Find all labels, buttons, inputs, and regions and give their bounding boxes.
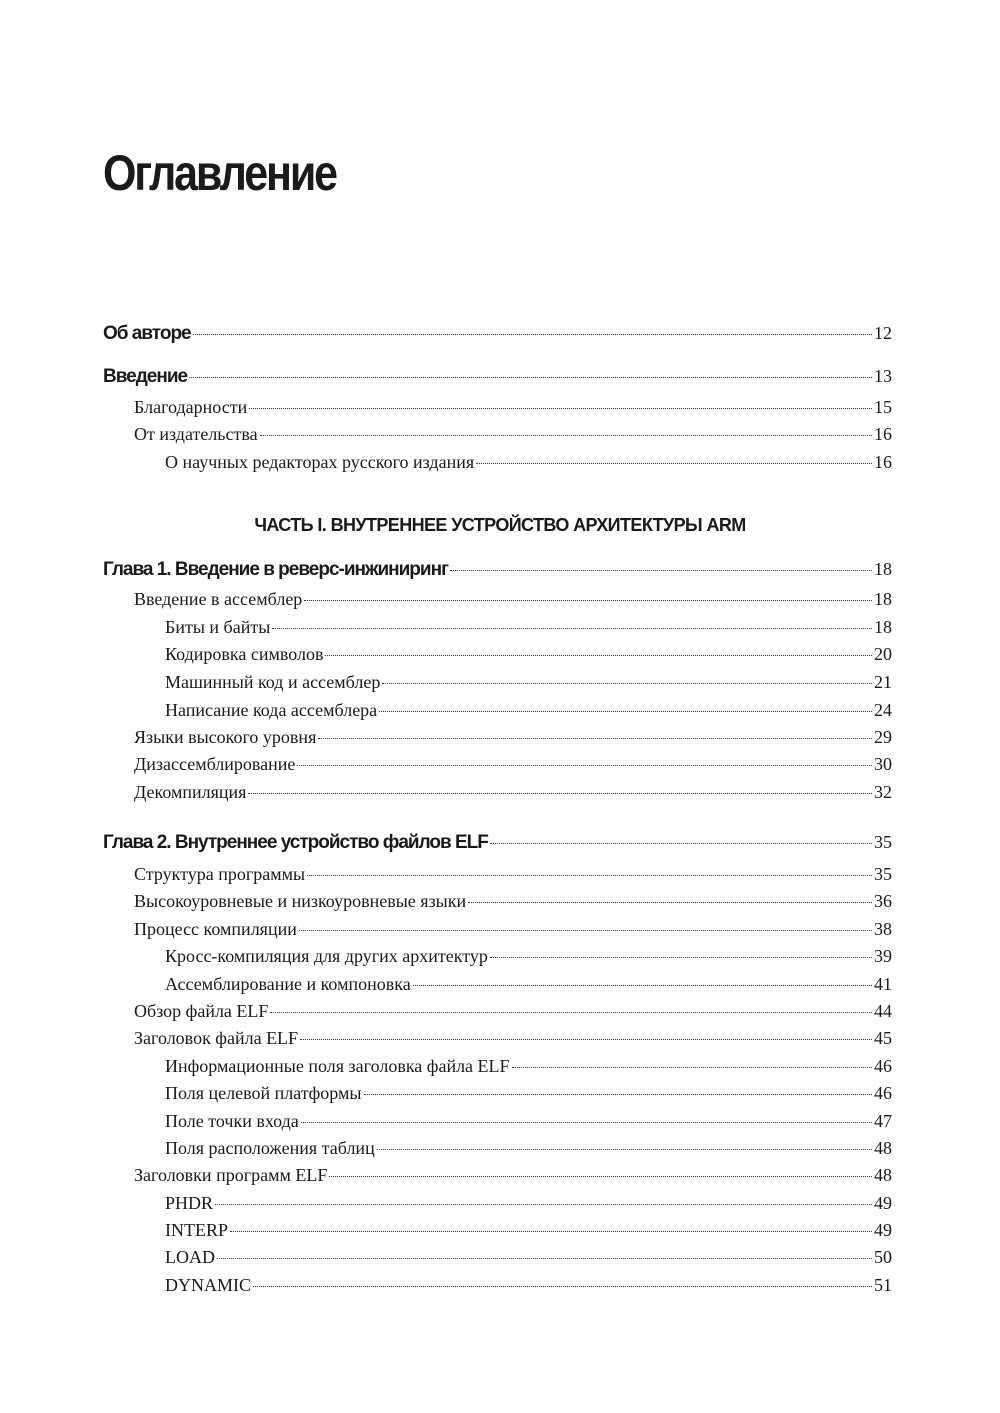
toc-entry-program-structure[interactable] — [134, 864, 892, 890]
toc-entry-page: 18 — [874, 589, 892, 609]
dot-leader — [260, 435, 872, 436]
toc-entry-label: Языки высокого уровня — [134, 727, 317, 747]
toc-entry-page: 15 — [874, 397, 892, 417]
toc-entry-label: Введение в ассемблер — [134, 589, 303, 609]
toc-entry-label: Декомпиляция — [134, 782, 247, 802]
toc-entry-page: 49 — [874, 1220, 892, 1240]
part-heading: ЧАСТЬ I. ВНУТРЕННЕЕ УСТРОЙСТВО АРХИТЕКТУРЫ ARM — [254, 515, 746, 535]
dot-leader — [318, 738, 872, 739]
toc-entry-label: О научных редакторах русского издания — [165, 452, 475, 472]
toc-entry-target-platform-fields[interactable] — [165, 1083, 892, 1109]
toc-entry-label: Высокоуровневые и низкоуровневые языки — [134, 891, 467, 911]
toc-entry-disassembly[interactable] — [134, 754, 892, 780]
toc-entry-label: Введение — [103, 366, 188, 387]
toc-entry-phdr[interactable] — [165, 1193, 892, 1219]
toc-entry-decompilation[interactable] — [134, 782, 892, 808]
dot-leader — [297, 765, 872, 766]
toc-entry-page: 18 — [874, 559, 892, 579]
toc-entry-table-location-fields[interactable] — [165, 1138, 892, 1164]
toc-entry-page: 47 — [874, 1111, 892, 1131]
toc-entry-page: 48 — [874, 1138, 892, 1158]
toc-entry-from-publisher[interactable] — [134, 424, 892, 450]
toc-entry-label: От издательства — [134, 424, 258, 444]
toc-entry-page: 46 — [874, 1056, 892, 1076]
dot-leader — [413, 985, 872, 986]
toc-entry-label: Биты и байты — [165, 617, 271, 637]
toc-entry-page: 32 — [874, 782, 892, 802]
toc-entry-page: 16 — [874, 452, 892, 472]
toc-entry-label: INTERP — [165, 1220, 228, 1240]
toc-entry-label: Глава 2. Внутреннее устройство файлов ELF — [103, 832, 488, 853]
toc-entry-page: 35 — [874, 832, 892, 852]
dot-leader — [300, 1039, 872, 1040]
toc-entry-page: 12 — [874, 323, 892, 343]
toc-entry-label: LOAD — [165, 1247, 215, 1267]
dot-leader — [304, 600, 872, 601]
toc-entry-chapter-2[interactable] — [103, 832, 892, 858]
toc-entry-page: 41 — [874, 974, 892, 994]
dot-leader — [299, 930, 872, 931]
dot-leader — [329, 1176, 872, 1177]
toc-entry-label: Кодировка символов — [165, 644, 324, 664]
toc-entry-page: 13 — [874, 366, 892, 386]
dot-leader — [450, 570, 872, 571]
toc-entry-assembler-intro[interactable] — [134, 589, 892, 615]
toc-entry-bits-bytes[interactable] — [165, 617, 892, 643]
dot-leader — [301, 1122, 872, 1123]
dot-leader — [377, 1149, 872, 1150]
toc-entry-introduction[interactable] — [103, 366, 892, 392]
dot-leader — [307, 875, 872, 876]
toc-entry-high-level-languages[interactable] — [134, 727, 892, 753]
toc-entry-cross-compilation[interactable] — [165, 946, 892, 972]
dot-leader — [189, 377, 872, 378]
toc-entry-machine-code[interactable] — [165, 672, 892, 698]
toc-entry-label: Поле точки входа — [165, 1111, 299, 1131]
toc-entry-char-encoding[interactable] — [165, 644, 892, 670]
toc-entry-label: Об авторе — [103, 323, 191, 344]
toc-entry-label: Глава 1. Введение в реверс-инжиниринг — [103, 559, 448, 580]
toc-entry-elf-program-headers[interactable] — [134, 1165, 892, 1191]
toc-entry-page: 38 — [874, 919, 892, 939]
toc-entry-page: 36 — [874, 891, 892, 911]
toc-entry-page: 16 — [874, 424, 892, 444]
dot-leader — [248, 793, 872, 794]
dot-leader — [249, 408, 872, 409]
dot-leader — [193, 334, 872, 335]
toc-entry-page: 45 — [874, 1028, 892, 1048]
dot-leader — [253, 1286, 872, 1287]
toc-entry-page: 30 — [874, 754, 892, 774]
toc-entry-label: Информационные поля заголовка файла ELF — [165, 1056, 510, 1076]
toc-entry-page: 46 — [874, 1083, 892, 1103]
dot-leader — [379, 711, 872, 712]
dot-leader — [382, 683, 872, 684]
toc-entry-load[interactable] — [165, 1247, 892, 1273]
toc-entry-high-low-level-languages[interactable] — [134, 891, 892, 917]
toc-entry-label: Структура программы — [134, 864, 306, 884]
toc-entry-assembling-linking[interactable] — [165, 974, 892, 1000]
toc-entry-page: 21 — [874, 672, 892, 692]
dot-leader — [230, 1231, 872, 1232]
page-title: Оглавление — [103, 145, 336, 201]
dot-leader — [217, 1258, 872, 1259]
toc-entry-label: Обзор файла ELF — [134, 1001, 269, 1021]
dot-leader — [476, 463, 872, 464]
toc-entry-label: DYNAMIC — [165, 1275, 252, 1295]
toc-entry-page: 39 — [874, 946, 892, 966]
dot-leader — [270, 1012, 872, 1013]
toc-entry-label: PHDR — [165, 1193, 214, 1213]
toc-entry-dynamic[interactable] — [165, 1275, 892, 1301]
toc-entry-elf-header-info-fields[interactable] — [165, 1056, 892, 1082]
toc-entry-entry-point-field[interactable] — [165, 1111, 892, 1137]
toc-entry-elf-header[interactable] — [134, 1028, 892, 1054]
dot-leader — [364, 1094, 872, 1095]
toc-entry-label: Ассемблирование и компоновка — [165, 974, 411, 994]
toc-entry-page: 48 — [874, 1165, 892, 1185]
dot-leader — [490, 843, 872, 844]
toc-entry-compilation-process[interactable] — [134, 919, 892, 945]
toc-entry-page: 50 — [874, 1247, 892, 1267]
toc-entry-writing-assembly[interactable] — [165, 700, 892, 726]
toc-entry-page: 49 — [874, 1193, 892, 1213]
toc-entry-chapter-1[interactable] — [103, 559, 892, 585]
toc-entry-label: Кросс-компиляция для других архитектур — [165, 946, 488, 966]
toc-entry-acknowledgements[interactable] — [134, 397, 892, 423]
toc-entry-page: 29 — [874, 727, 892, 747]
dot-leader — [490, 957, 872, 958]
toc-entry-label: Поля целевой платформы — [165, 1083, 362, 1103]
toc-entry-label: Заголовки программ ELF — [134, 1165, 328, 1185]
dot-leader — [512, 1067, 872, 1068]
toc-entry-page: 51 — [874, 1275, 892, 1295]
dot-leader — [468, 902, 872, 903]
toc-entry-page: 18 — [874, 617, 892, 637]
toc-entry-page: 24 — [874, 700, 892, 720]
toc-entry-label: Процесс компиляции — [134, 919, 297, 939]
toc-entry-science-editors[interactable] — [165, 452, 892, 478]
toc-entry-label: Написание кода ассемблера — [165, 700, 378, 720]
toc-entry-page: 20 — [874, 644, 892, 664]
toc-entry-about-author[interactable] — [103, 323, 892, 349]
toc-entry-label: Дизассемблирование — [134, 754, 296, 774]
dot-leader — [272, 628, 872, 629]
toc-entry-interp[interactable] — [165, 1220, 892, 1246]
toc-entry-page: 35 — [874, 864, 892, 884]
toc-entry-elf-overview[interactable] — [134, 1001, 892, 1027]
toc-entry-page: 44 — [874, 1001, 892, 1021]
toc-entry-label: Благодарности — [134, 397, 248, 417]
dot-leader — [215, 1204, 872, 1205]
dot-leader — [325, 655, 872, 656]
toc-entry-label: Заголовок файла ELF — [134, 1028, 299, 1048]
toc-entry-label: Поля расположения таблиц — [165, 1138, 375, 1158]
toc-entry-label: Машинный код и ассемблер — [165, 672, 381, 692]
